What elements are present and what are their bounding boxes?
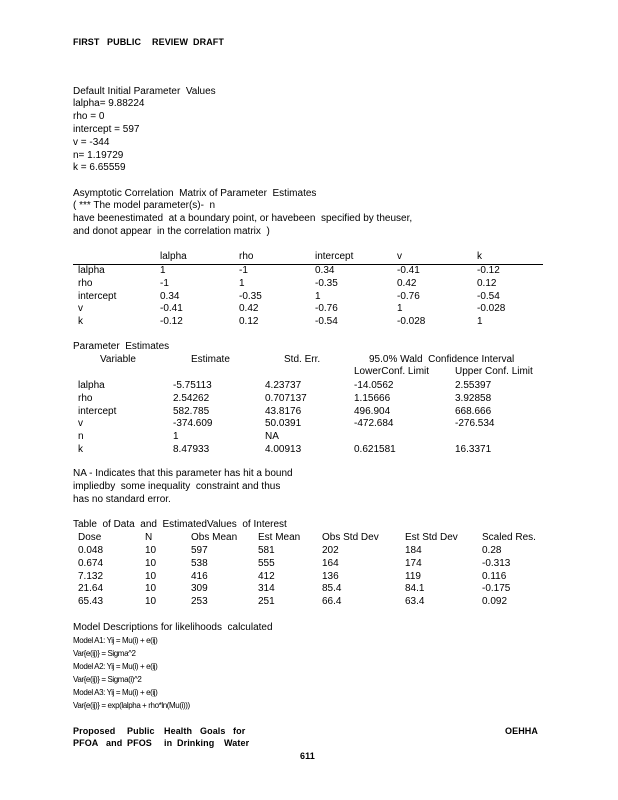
footer-word: Proposed <box>73 726 116 736</box>
row-label: 65.43 <box>78 596 104 608</box>
param-line: rho = 0 <box>73 111 105 122</box>
table-cell: -0.76 <box>397 290 420 302</box>
table-cell: 309 <box>191 583 208 595</box>
table-cell: -0.41 <box>397 265 420 276</box>
table-cell: 136 <box>322 570 339 582</box>
table-cell: 43.8176 <box>265 405 302 417</box>
note-line: has no standard error. <box>73 494 171 505</box>
table-cell: 1 <box>160 265 166 276</box>
section-title: Default Initial Parameter Values <box>73 86 216 97</box>
table-cell: 2.55397 <box>455 380 492 391</box>
param-line: k = 6.65559 <box>73 162 126 173</box>
column-header: Variable <box>100 354 136 365</box>
table-cell: 184 <box>405 545 422 556</box>
table-cell: -0.175 <box>482 583 511 595</box>
table-cell: 416 <box>191 570 208 582</box>
row-label: rho <box>78 277 93 289</box>
table-cell: -1 <box>160 277 169 289</box>
table-cell: 10 <box>145 557 157 569</box>
header-word: DRAFT <box>193 37 224 47</box>
table-cell: 0.42 <box>239 303 259 315</box>
row-label: 21.64 <box>78 583 104 595</box>
footer-word: PFOA <box>73 738 99 748</box>
table-cell: 10 <box>145 583 157 595</box>
table-cell: 85.4 <box>322 583 342 595</box>
table-cell: NA <box>265 431 279 443</box>
table-cell: 119 <box>405 570 421 582</box>
note-line: ( *** The model parameter(s)- n <box>73 200 216 211</box>
table-cell: -14.0562 <box>354 380 394 391</box>
row-label: 0.048 <box>78 545 104 556</box>
model-line: Model A1: Yij = Mu(i) + e(ij) <box>73 636 158 645</box>
note-line: have beenestimated at a boundary point, or havebeen specified by theuser, <box>73 213 413 224</box>
column-header: Est Std Dev <box>405 532 458 543</box>
footer-word: Water <box>224 738 250 748</box>
table-cell: 50.0391 <box>265 418 302 430</box>
footer-org: OEHHA <box>505 726 539 736</box>
table-cell: 555 <box>258 557 275 569</box>
row-label: intercept <box>78 405 117 417</box>
param-line: intercept = 597 <box>73 124 140 135</box>
column-header: v <box>397 251 402 262</box>
column-header: 95.0% Wald Confidence Interval <box>369 354 515 365</box>
row-label: n <box>78 431 84 443</box>
table-cell: 0.116 <box>482 570 507 582</box>
footer-word: and <box>106 738 123 748</box>
note-line: NA - Indicates that this parameter has hit a bound <box>73 468 293 479</box>
table-cell: 0.42 <box>397 277 417 289</box>
table-cell: 4.23737 <box>265 380 302 391</box>
header-word: REVIEW <box>152 37 189 47</box>
table-cell: 1 <box>477 316 483 328</box>
table-cell: 2.54262 <box>173 392 210 404</box>
table-cell: -0.12 <box>160 316 183 328</box>
table-cell: 582.785 <box>173 405 210 417</box>
table-cell: 581 <box>258 545 275 556</box>
table-cell: -0.35 <box>239 290 262 302</box>
table-cell: 1 <box>173 431 179 443</box>
row-label: lalpha <box>78 380 105 391</box>
header-word: FIRST <box>73 37 100 47</box>
table-cell: 66.4 <box>322 596 342 608</box>
table-cell: 4.00913 <box>265 444 302 455</box>
column-header: Upper Conf. Limit <box>455 366 533 377</box>
table-cell: 202 <box>322 545 339 556</box>
column-header: Estimate <box>191 354 230 365</box>
table-cell: 1 <box>397 303 403 315</box>
row-label: v <box>78 418 83 430</box>
table-cell: 84.1 <box>405 583 425 595</box>
table-cell: 0.12 <box>477 277 497 289</box>
table-cell: 174 <box>405 557 422 569</box>
table-rule <box>73 264 543 265</box>
row-label: intercept <box>78 290 117 302</box>
column-header: Est Mean <box>258 532 301 543</box>
table-cell: -0.028 <box>477 303 506 315</box>
section-title: Parameter Estimates <box>73 341 170 352</box>
table-cell: -0.12 <box>477 265 500 276</box>
table-cell: 538 <box>191 557 208 569</box>
table-cell: 0.34 <box>160 290 180 302</box>
header-word: PUBLIC <box>107 37 142 47</box>
table-cell: 597 <box>191 545 208 556</box>
footer-word: Public <box>127 726 155 736</box>
row-label: k <box>78 316 83 328</box>
row-label: 0.674 <box>78 557 104 569</box>
table-cell: -276.534 <box>455 418 495 430</box>
column-header: Scaled Res. <box>482 532 536 543</box>
column-header: k <box>477 251 482 262</box>
table-cell: 10 <box>145 545 157 556</box>
footer-word: Goals <box>200 726 226 736</box>
footer-word: in <box>164 738 173 748</box>
table-cell: 0.12 <box>239 316 259 328</box>
column-header: LowerConf. Limit <box>354 366 430 377</box>
column-header: lalpha <box>160 251 187 262</box>
table-cell: 0.092 <box>482 596 508 608</box>
table-cell: 251 <box>258 596 275 608</box>
table-cell: -0.313 <box>482 557 511 569</box>
table-cell: 496.904 <box>354 405 391 417</box>
column-header: intercept <box>315 251 354 262</box>
table-cell: 412 <box>258 570 275 582</box>
column-header: rho <box>239 251 254 262</box>
column-header: Obs Mean <box>191 532 238 543</box>
footer-word: Health <box>164 726 193 736</box>
section-title: Table of Data and EstimatedValues of Interest <box>73 519 287 530</box>
row-label: v <box>78 303 83 315</box>
model-line: Var{e(ij)} = Sigma^2 <box>73 649 136 658</box>
table-cell: 1.15666 <box>354 392 391 404</box>
table-cell: 0.621581 <box>354 444 396 455</box>
note-line: and donot appear in the correlation matrix ) <box>73 226 270 237</box>
table-cell: -5.75113 <box>173 380 212 391</box>
table-cell: 1 <box>315 290 321 302</box>
param-line: lalpha= 9.88224 <box>73 98 145 109</box>
footer-word: Drinking <box>177 738 215 748</box>
table-cell: 668.666 <box>455 405 492 417</box>
model-line: Model A3: Yij = Mu(i) + e(ij) <box>73 688 158 697</box>
table-cell: 0.28 <box>482 545 502 556</box>
note-line: impliedby some inequality constraint and thus <box>73 481 281 492</box>
row-label: 7.132 <box>78 570 104 582</box>
table-cell: -0.41 <box>160 303 183 315</box>
table-cell: 1 <box>239 277 245 289</box>
table-cell: 3.92858 <box>455 392 492 404</box>
column-header: Dose <box>78 532 102 543</box>
page-number: 611 <box>300 751 315 761</box>
model-line: Var{e(ij)} = exp(lalpha + rho*ln(Mu(i))) <box>73 701 190 710</box>
param-line: v = -344 <box>73 137 110 148</box>
table-cell: 314 <box>258 583 275 595</box>
table-cell: 164 <box>322 557 339 569</box>
row-label: k <box>78 444 83 455</box>
table-cell: 8.47933 <box>173 444 210 455</box>
column-header: N <box>145 532 153 543</box>
table-cell: -0.54 <box>477 290 500 302</box>
section-title: Asymptotic Correlation Matrix of Parameter Estimates <box>73 188 317 199</box>
table-cell: -1 <box>239 265 248 276</box>
table-cell: 63.4 <box>405 596 425 608</box>
table-cell: 0.707137 <box>265 392 307 404</box>
section-title: Model Descriptions for likelihoods calculated <box>73 622 273 633</box>
table-cell: -472.684 <box>354 418 394 430</box>
column-header: Obs Std Dev <box>322 532 379 543</box>
table-cell: -374.609 <box>173 418 213 430</box>
model-line: Model A2: Yij = Mu(i) + e(ij) <box>73 662 158 671</box>
table-cell: -0.54 <box>315 316 338 328</box>
table-cell: -0.76 <box>315 303 338 315</box>
column-header: Std. Err. <box>284 354 321 365</box>
table-cell: 253 <box>191 596 208 608</box>
table-cell: 10 <box>145 596 157 608</box>
table-cell: 10 <box>145 570 157 582</box>
row-label: lalpha <box>78 265 105 276</box>
table-cell: -0.35 <box>315 277 338 289</box>
model-line: Var{e(ij)} = Sigma(i)^2 <box>73 675 142 684</box>
footer-word: PFOS <box>127 738 152 748</box>
param-line: n= 1.19729 <box>73 150 124 161</box>
row-label: rho <box>78 392 93 404</box>
table-cell: -0.028 <box>397 316 426 328</box>
table-cell: 0.34 <box>315 265 335 276</box>
table-cell: 16.3371 <box>455 444 492 455</box>
footer-word: for <box>233 726 246 736</box>
